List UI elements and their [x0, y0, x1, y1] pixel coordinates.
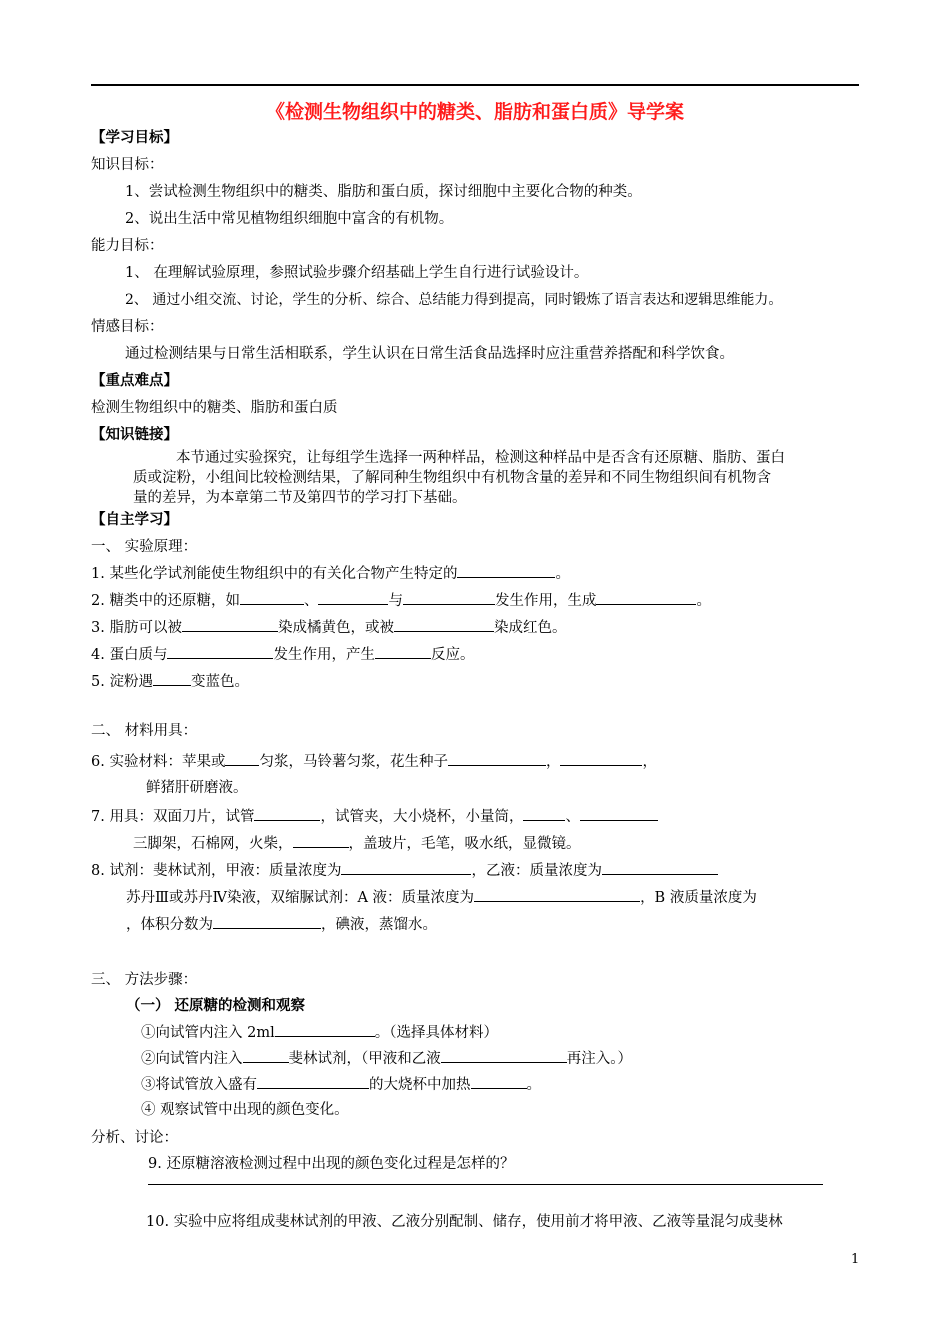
discussion-label: 分析、讨论： — [91, 1130, 178, 1146]
knowledge-goal-1: 1、尝试检测生物组织中的糖类、脂肪和蛋白质，探讨细胞中主要化合物的种类。 — [125, 184, 642, 200]
page-title: 《检测生物组织中的糖类、脂肪和蛋白质》导学案 — [265, 101, 684, 123]
ability-goal-1: 1、 在理解试验原理，参照试验步骤介绍基础上学生自行进行试验设计。 — [125, 265, 589, 281]
answer-line-9 — [148, 1184, 823, 1185]
link-heading: 【知识链接】 — [91, 427, 178, 443]
step-3: ③将试管放入盛有 的大烧杯中加热 。 — [141, 1074, 541, 1095]
self-study-heading: 【自主学习】 — [91, 512, 178, 528]
step-4: ④ 观察试管中出现的颜色变化。 — [141, 1102, 349, 1118]
materials-heading: 二、 材料用具： — [91, 723, 198, 739]
question-7-cont: 三脚架，石棉网，火柴， ，盖玻片，毛笔，吸水纸，显微镜。 — [133, 833, 581, 854]
question-6: 6. 实验材料：苹果或 匀浆，马铃薯匀浆，花生种子 ， ， — [91, 751, 657, 772]
key-heading: 【重点难点】 — [91, 373, 178, 389]
question-1: 1. 某些化学试剂能使生物组织中的有关化合物产生特定的 。 — [91, 563, 570, 584]
question-9: 9. 还原糖溶液检测过程中出现的颜色变化过程是怎样的？ — [148, 1156, 515, 1172]
emotion-label: 情感目标： — [91, 319, 164, 335]
link-line-2: 质或淀粉，小组间比较检测结果，了解同种生物组织中有机物含量的差异和不同生物组织间有机物含 — [133, 470, 771, 486]
link-line-1: 本节通过实验探究，让每组学生选择一两种样品，检测这种样品中是否含有还原糖、脂肪、蛋白 — [176, 450, 785, 466]
methods-heading: 三、 方法步骤： — [91, 972, 198, 988]
question-7: 7. 用具：双面刀片，试管 ，试管夹，大小烧杯，小量筒， 、 — [91, 806, 658, 827]
question-10: 10. 实验中应将组成斐林试剂的甲液、乙液分别配制、储存，使用前才将甲液、乙液等量混匀成斐林 — [146, 1214, 783, 1230]
knowledge-label: 知识目标： — [91, 157, 164, 173]
question-3: 3. 脂肪可以被 染成橘黄色，或被 染成红色。 — [91, 617, 566, 638]
ability-label: 能力目标： — [91, 238, 164, 254]
key-text: 检测生物组织中的糖类、脂肪和蛋白质 — [91, 400, 338, 416]
knowledge-goal-2: 2、说出生活中常见植物组织细胞中富含的有机物。 — [125, 211, 454, 227]
question-2: 2. 糖类中的还原糖，如 、 与 发生作用，生成 。 — [91, 590, 711, 611]
header-rule — [91, 84, 859, 86]
page-number: 1 — [851, 1252, 860, 1267]
ability-goal-2: 2、 通过小组交流、讨论，学生的分析、综合、总结能力得到提高，同时锻炼了语言表达和逻辑思维能力。 — [125, 292, 783, 308]
question-8-cont-1: 苏丹Ⅲ或苏丹Ⅳ染液，双缩脲试剂：A 液：质量浓度为 ，B 液质量浓度为 — [126, 887, 757, 908]
step-2: ②向试管内注入 斐林试剂，（甲液和乙液 再注入。） — [141, 1048, 632, 1069]
question-6-cont: 鲜猪肝研磨液。 — [146, 780, 248, 796]
question-8-cont-2: ，体积分数为 ，碘液，蒸馏水。 — [126, 914, 437, 935]
emotion-goal: 通过检测结果与日常生活相联系，学生认识在日常生活食品选择时应注重营养搭配和科学饮食。 — [125, 346, 734, 362]
principle-heading: 一、 实验原理： — [91, 539, 198, 555]
step-1: ①向试管内注入 2ml 。（选择具体材料） — [141, 1022, 498, 1043]
reducing-sugar-subheading: （一） 还原糖的检测和观察 — [126, 998, 306, 1014]
question-4: 4. 蛋白质与 发生作用，产生 反应。 — [91, 644, 474, 665]
link-line-3: 量的差异，为本章第二节及第四节的学习打下基础。 — [133, 490, 467, 506]
goals-heading: 【学习目标】 — [91, 130, 178, 146]
question-8: 8. 试剂：斐林试剂，甲液：质量浓度为 ，乙液：质量浓度为 — [91, 860, 718, 881]
question-5: 5. 淀粉遇 变蓝色。 — [91, 671, 249, 692]
